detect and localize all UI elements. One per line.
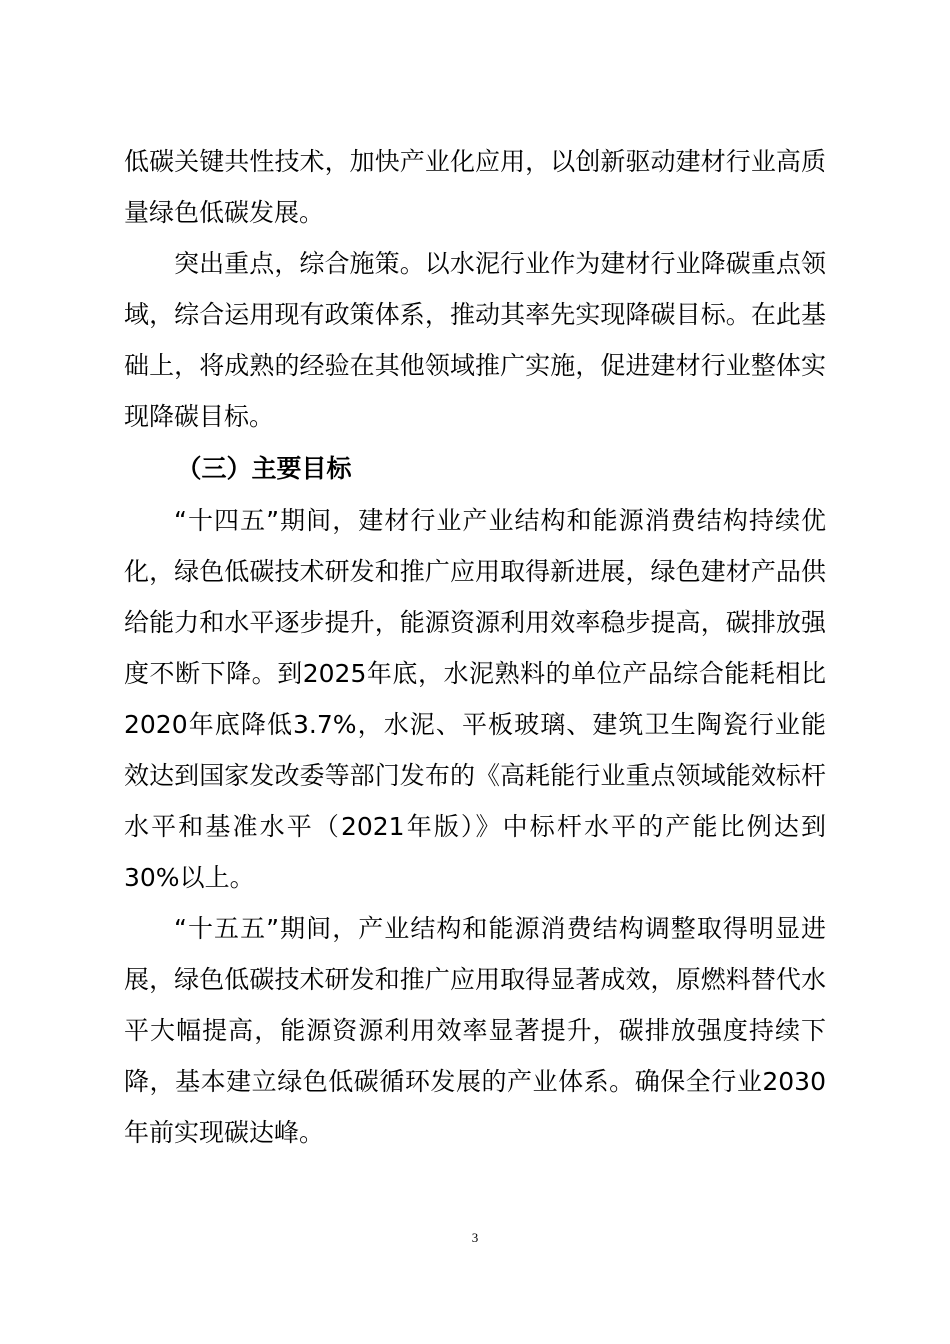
paragraph-14th-five-year: “十四五”期间，建材行业产业结构和能源消费结构持续优化，绿色低碳技术研发和推广应用取得新进展，绿色建材产品供给能力和水平逐步提升，能源资源利用效率稳步提高，碳排放强度不断下降。到2025年底，水泥熟料的单位产品综合能耗相比2020年底降低3.7%，水泥、平板玻璃、建筑卫生陶瓷行业能效达到国家发改委等部门发布的《高耗能行业重点领域能效标杆水平和基准水平（2021年版）》中标杆水平的产能比例达到30%以上。 bbox=[124, 506, 826, 892]
section-heading-main-goals: （三）主要目标 bbox=[176, 454, 352, 483]
paragraph-continuation: 低碳关键共性技术，加快产业化应用，以创新驱动建材行业高质量绿色低碳发展。 bbox=[124, 147, 826, 227]
paragraph-key-focus: 突出重点，综合施策。以水泥行业作为建材行业降碳重点领域，综合运用现有政策体系，推动其率先实现降碳目标。在此基础上，将成熟的经验在其他领域推广实施，促进建材行业整体实现降碳目标。 bbox=[124, 249, 826, 431]
paragraph-15th-five-year: “十五五”期间，产业结构和能源消费结构调整取得明显进展，绿色低碳技术研发和推广应用取得显著成效，原燃料替代水平大幅提高，能源资源利用效率显著提升，碳排放强度持续下降，基本建立绿色低碳循环发展的产业体系。确保全行业2030年前实现碳达峰。 bbox=[124, 914, 826, 1147]
page-number: 3 bbox=[471, 1230, 479, 1245]
document-body bbox=[124, 136, 826, 1158]
